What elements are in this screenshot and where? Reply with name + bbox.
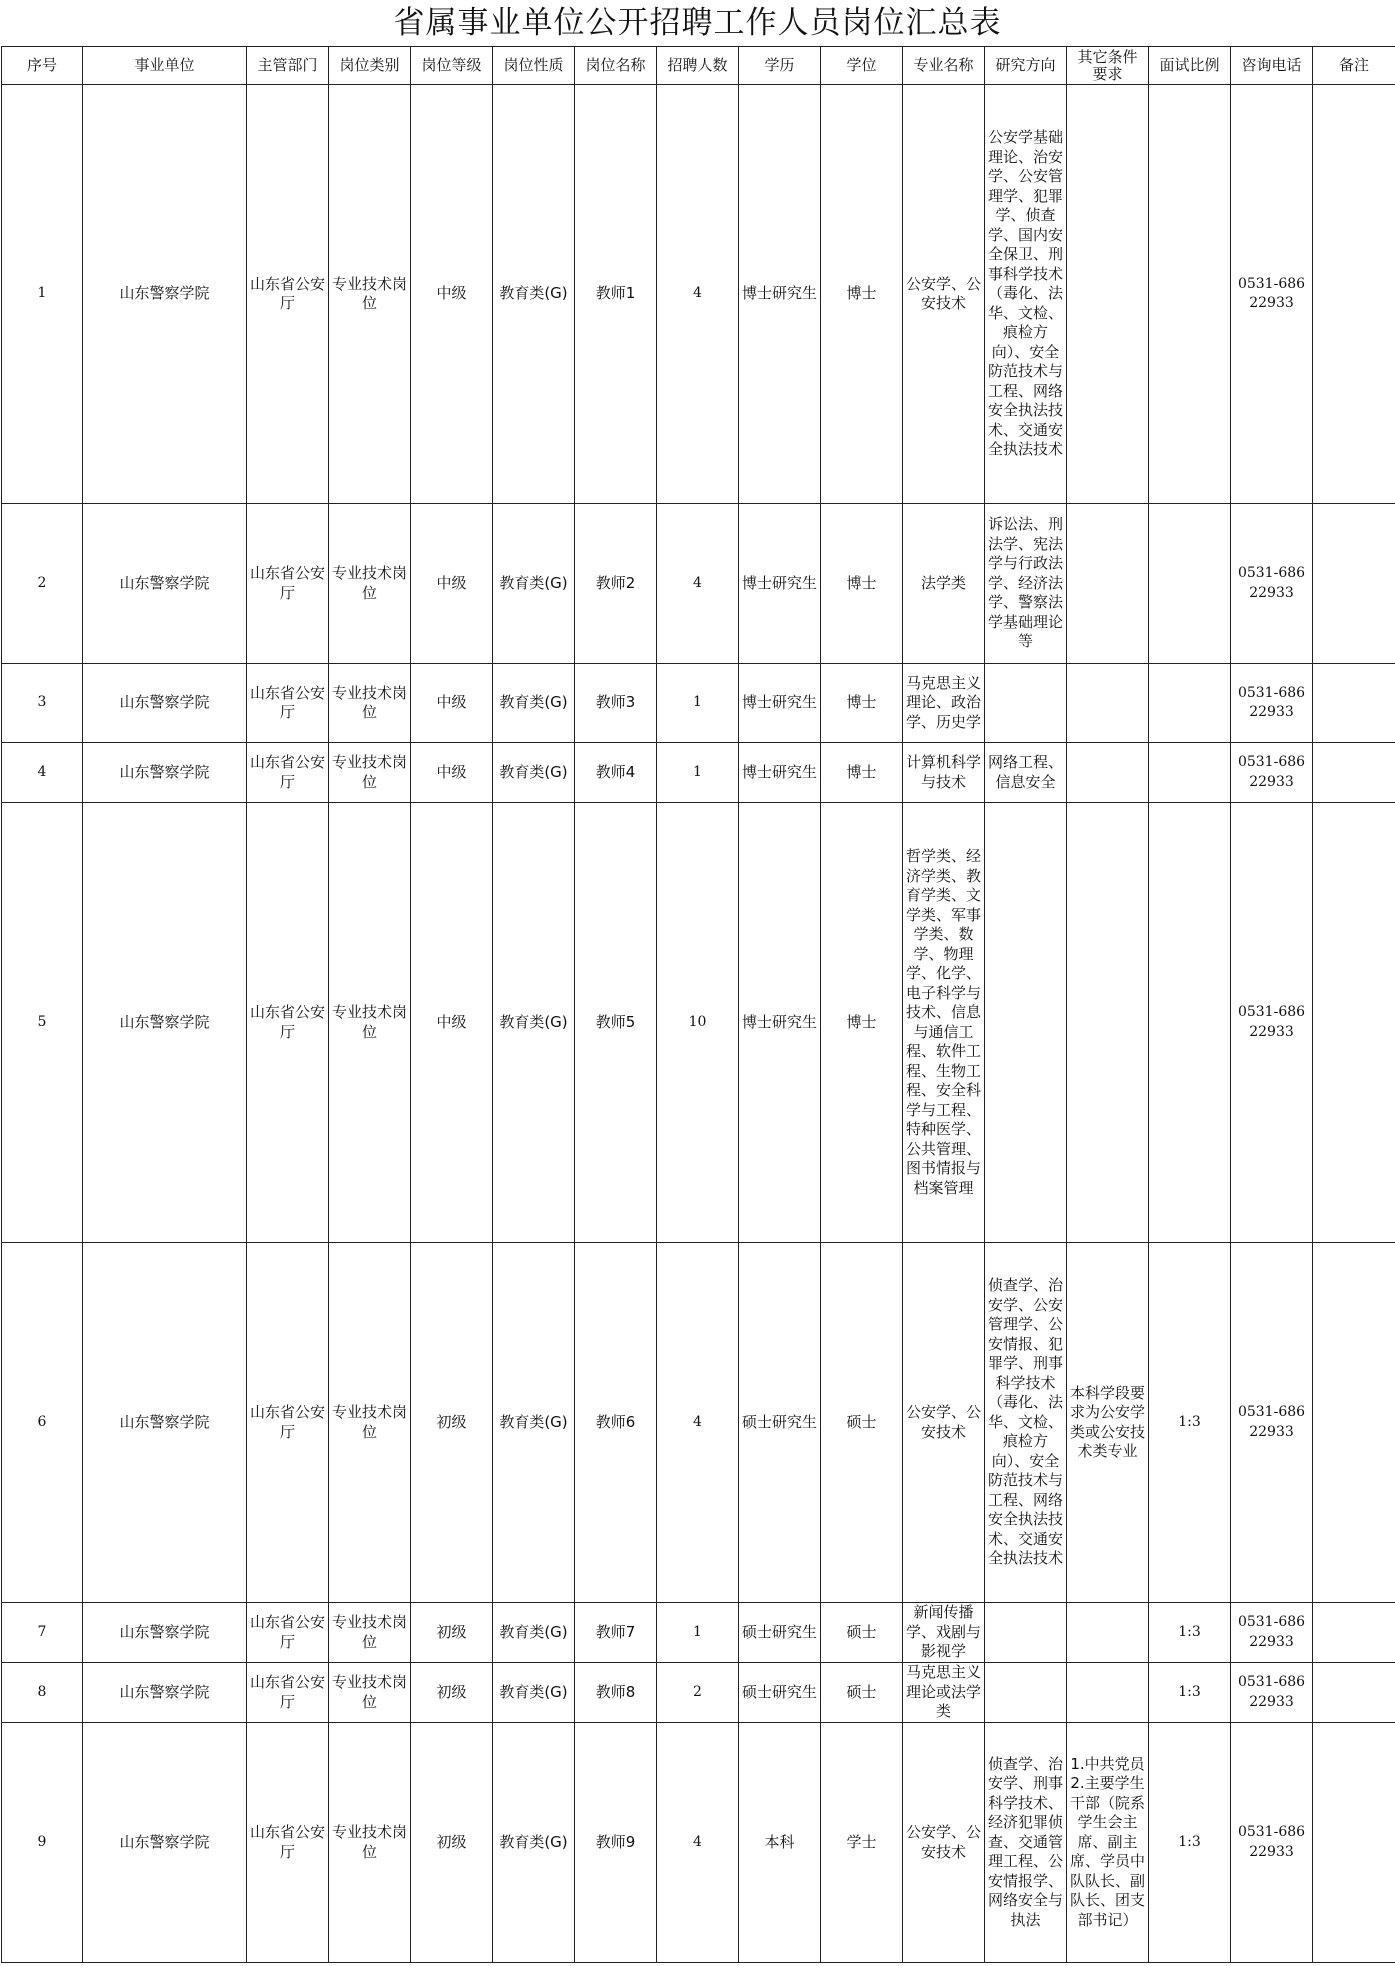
cell-major: 马克思主义理论或法学类 bbox=[903, 1663, 985, 1723]
cell-nature: 教育类(G) bbox=[493, 504, 575, 664]
cell-note bbox=[1313, 664, 1395, 743]
cell-major: 马克思主义理论、政治学、历史学 bbox=[903, 664, 985, 743]
cell-degree: 博士 bbox=[821, 504, 903, 664]
cell-edu: 硕士研究生 bbox=[739, 1243, 821, 1603]
cell-unit: 山东警察学院 bbox=[83, 743, 247, 803]
cell-nature: 教育类(G) bbox=[493, 1603, 575, 1663]
cell-ratio: 1:3 bbox=[1149, 1723, 1231, 1963]
cell-degree: 博士 bbox=[821, 85, 903, 504]
cell-other bbox=[1067, 664, 1149, 743]
cell-unit: 山东警察学院 bbox=[83, 85, 247, 504]
cell-unit: 山东警察学院 bbox=[83, 1603, 247, 1663]
cell-other bbox=[1067, 743, 1149, 803]
col-header: 岗位性质 bbox=[493, 47, 575, 85]
cell-level: 中级 bbox=[411, 85, 493, 504]
cell-dept: 山东省公安厅 bbox=[247, 1723, 329, 1963]
cell-phone: 0531-68622933 bbox=[1231, 1243, 1313, 1603]
cell-direction: 侦查学、治安学、公安管理学、公安情报、犯罪学、刑事科学技术（毒化、法华、文检、痕检方向）、安全防范技术与工程、网络安全执法技术、交通安全执法技术 bbox=[985, 1243, 1067, 1603]
cell-dept: 山东省公安厅 bbox=[247, 1603, 329, 1663]
cell-no: 5 bbox=[2, 803, 83, 1243]
col-header: 研究方向 bbox=[985, 47, 1067, 85]
cell-name: 教师4 bbox=[575, 743, 657, 803]
cell-type: 专业技术岗位 bbox=[329, 1243, 411, 1603]
cell-phone: 0531-68622933 bbox=[1231, 1723, 1313, 1963]
cell-dept: 山东省公安厅 bbox=[247, 803, 329, 1243]
cell-name: 教师6 bbox=[575, 1243, 657, 1603]
cell-phone: 0531-68622933 bbox=[1231, 743, 1313, 803]
header-row bbox=[2, 47, 1395, 85]
cell-count: 4 bbox=[657, 504, 739, 664]
cell-type: 专业技术岗位 bbox=[329, 1603, 411, 1663]
cell-ratio: 1:3 bbox=[1149, 1603, 1231, 1663]
table-row bbox=[2, 504, 1395, 664]
cell-major: 哲学类、经济学类、教育学类、文学类、军事学类、数学、物理学、化学、电子科学与技术、信息与通信工程、软件工程、生物工程、安全科学与工程、特种医学、公共管理、图书情报与档案管理 bbox=[903, 803, 985, 1243]
cell-name: 教师5 bbox=[575, 803, 657, 1243]
cell-ratio bbox=[1149, 504, 1231, 664]
cell-unit: 山东警察学院 bbox=[83, 1663, 247, 1723]
cell-unit: 山东警察学院 bbox=[83, 803, 247, 1243]
table-row bbox=[2, 1243, 1395, 1603]
col-header: 咨询电话 bbox=[1231, 47, 1313, 85]
cell-count: 1 bbox=[657, 743, 739, 803]
cell-name: 教师3 bbox=[575, 664, 657, 743]
cell-note bbox=[1313, 1723, 1395, 1963]
cell-nature: 教育类(G) bbox=[493, 743, 575, 803]
cell-name: 教师1 bbox=[575, 85, 657, 504]
cell-major: 公安学、公安技术 bbox=[903, 1243, 985, 1603]
cell-other: 1.中共党员 2.主要学生干部（院系学生会主席、副主席、学员中队队长、副队长、团支部书记） bbox=[1067, 1723, 1149, 1963]
cell-phone: 0531-68622933 bbox=[1231, 1663, 1313, 1723]
cell-degree: 学士 bbox=[821, 1723, 903, 1963]
table-row bbox=[2, 85, 1395, 504]
cell-dept: 山东省公安厅 bbox=[247, 504, 329, 664]
cell-direction: 诉讼法、刑法学、宪法学与行政法学、经济法学、警察法学基础理论等 bbox=[985, 504, 1067, 664]
page-title: 省属事业单位公开招聘工作人员岗位汇总表 bbox=[393, 5, 1002, 41]
col-header: 事业单位 bbox=[83, 47, 247, 85]
table-row bbox=[2, 1603, 1395, 1663]
table-row bbox=[2, 743, 1395, 803]
cell-count: 1 bbox=[657, 664, 739, 743]
cell-edu: 硕士研究生 bbox=[739, 1663, 821, 1723]
cell-direction bbox=[985, 1663, 1067, 1723]
col-header: 其它条件要求 bbox=[1067, 47, 1149, 85]
cell-direction bbox=[985, 803, 1067, 1243]
cell-name: 教师9 bbox=[575, 1723, 657, 1963]
cell-direction: 公安学基础理论、治安学、公安管理学、犯罪学、侦查学、国内安全保卫、刑事科学技术（毒化、法华、文检、痕检方向）、安全防范技术与工程、网络安全执法技术、交通安全执法技术 bbox=[985, 85, 1067, 504]
cell-note bbox=[1313, 1663, 1395, 1723]
cell-type: 专业技术岗位 bbox=[329, 1723, 411, 1963]
cell-major: 公安学、公安技术 bbox=[903, 1723, 985, 1963]
cell-ratio: 1:3 bbox=[1149, 1663, 1231, 1723]
cell-phone: 0531-68622933 bbox=[1231, 664, 1313, 743]
cell-count: 4 bbox=[657, 1723, 739, 1963]
cell-type: 专业技术岗位 bbox=[329, 85, 411, 504]
cell-type: 专业技术岗位 bbox=[329, 504, 411, 664]
cell-note bbox=[1313, 1603, 1395, 1663]
cell-other bbox=[1067, 1663, 1149, 1723]
cell-no: 3 bbox=[2, 664, 83, 743]
cell-dept: 山东省公安厅 bbox=[247, 1243, 329, 1603]
cell-note bbox=[1313, 743, 1395, 803]
cell-level: 初级 bbox=[411, 1603, 493, 1663]
col-header: 面试比例 bbox=[1149, 47, 1231, 85]
cell-ratio bbox=[1149, 664, 1231, 743]
cell-other bbox=[1067, 85, 1149, 504]
col-header: 学位 bbox=[821, 47, 903, 85]
cell-note bbox=[1313, 504, 1395, 664]
cell-dept: 山东省公安厅 bbox=[247, 664, 329, 743]
col-header: 岗位类别 bbox=[329, 47, 411, 85]
cell-count: 4 bbox=[657, 85, 739, 504]
cell-count: 10 bbox=[657, 803, 739, 1243]
cell-edu: 博士研究生 bbox=[739, 504, 821, 664]
cell-nature: 教育类(G) bbox=[493, 85, 575, 504]
cell-direction: 侦查学、治安学、刑事科学技术、经济犯罪侦查、交通管理工程、公安情报学、网络安全与执法 bbox=[985, 1723, 1067, 1963]
cell-unit: 山东警察学院 bbox=[83, 504, 247, 664]
cell-unit: 山东警察学院 bbox=[83, 664, 247, 743]
cell-no: 6 bbox=[2, 1243, 83, 1603]
cell-no: 1 bbox=[2, 85, 83, 504]
table-body bbox=[2, 85, 1395, 1963]
cell-phone: 0531-68622933 bbox=[1231, 85, 1313, 504]
cell-name: 教师8 bbox=[575, 1663, 657, 1723]
cell-nature: 教育类(G) bbox=[493, 803, 575, 1243]
col-header: 主管部门 bbox=[247, 47, 329, 85]
cell-other bbox=[1067, 1603, 1149, 1663]
cell-edu: 博士研究生 bbox=[739, 743, 821, 803]
cell-dept: 山东省公安厅 bbox=[247, 85, 329, 504]
cell-nature: 教育类(G) bbox=[493, 664, 575, 743]
cell-ratio bbox=[1149, 803, 1231, 1243]
cell-edu: 博士研究生 bbox=[739, 85, 821, 504]
cell-other: 本科学段要求为公安学类或公安技术类专业 bbox=[1067, 1243, 1149, 1603]
cell-name: 教师7 bbox=[575, 1603, 657, 1663]
cell-direction: 网络工程、信息安全 bbox=[985, 743, 1067, 803]
cell-edu: 博士研究生 bbox=[739, 803, 821, 1243]
cell-major: 法学类 bbox=[903, 504, 985, 664]
cell-no: 8 bbox=[2, 1663, 83, 1723]
cell-edu: 博士研究生 bbox=[739, 664, 821, 743]
cell-level: 中级 bbox=[411, 504, 493, 664]
cell-type: 专业技术岗位 bbox=[329, 743, 411, 803]
cell-type: 专业技术岗位 bbox=[329, 664, 411, 743]
cell-degree: 博士 bbox=[821, 803, 903, 1243]
col-header: 岗位名称 bbox=[575, 47, 657, 85]
cell-level: 初级 bbox=[411, 1243, 493, 1603]
cell-unit: 山东警察学院 bbox=[83, 1243, 247, 1603]
cell-edu: 本科 bbox=[739, 1723, 821, 1963]
cell-no: 4 bbox=[2, 743, 83, 803]
cell-level: 初级 bbox=[411, 1663, 493, 1723]
cell-nature: 教育类(G) bbox=[493, 1663, 575, 1723]
cell-nature: 教育类(G) bbox=[493, 1723, 575, 1963]
cell-major: 新闻传播学、戏剧与影视学 bbox=[903, 1603, 985, 1663]
cell-degree: 博士 bbox=[821, 664, 903, 743]
cell-phone: 0531-68622933 bbox=[1231, 803, 1313, 1243]
cell-dept: 山东省公安厅 bbox=[247, 743, 329, 803]
cell-nature: 教育类(G) bbox=[493, 1243, 575, 1603]
cell-other bbox=[1067, 803, 1149, 1243]
cell-type: 专业技术岗位 bbox=[329, 1663, 411, 1723]
table-row bbox=[2, 1663, 1395, 1723]
cell-direction bbox=[985, 1603, 1067, 1663]
cell-note bbox=[1313, 1243, 1395, 1603]
col-header: 专业名称 bbox=[903, 47, 985, 85]
cell-edu: 硕士研究生 bbox=[739, 1603, 821, 1663]
cell-ratio: 1:3 bbox=[1149, 1243, 1231, 1603]
cell-count: 1 bbox=[657, 1603, 739, 1663]
cell-unit: 山东警察学院 bbox=[83, 1723, 247, 1963]
cell-no: 9 bbox=[2, 1723, 83, 1963]
col-header: 岗位等级 bbox=[411, 47, 493, 85]
cell-no: 7 bbox=[2, 1603, 83, 1663]
cell-degree: 硕士 bbox=[821, 1243, 903, 1603]
col-header: 招聘人数 bbox=[657, 47, 739, 85]
table-row bbox=[2, 664, 1395, 743]
cell-level: 中级 bbox=[411, 743, 493, 803]
col-header: 序号 bbox=[2, 47, 83, 85]
cell-note bbox=[1313, 803, 1395, 1243]
cell-ratio bbox=[1149, 85, 1231, 504]
cell-dept: 山东省公安厅 bbox=[247, 1663, 329, 1723]
cell-major: 计算机科学与技术 bbox=[903, 743, 985, 803]
table-row bbox=[2, 1723, 1395, 1963]
cell-major: 公安学、公安技术 bbox=[903, 85, 985, 504]
cell-other bbox=[1067, 504, 1149, 664]
cell-direction bbox=[985, 664, 1067, 743]
cell-degree: 硕士 bbox=[821, 1663, 903, 1723]
col-header: 学历 bbox=[739, 47, 821, 85]
cell-name: 教师2 bbox=[575, 504, 657, 664]
cell-level: 初级 bbox=[411, 1723, 493, 1963]
positions-table bbox=[1, 46, 1395, 1963]
cell-count: 2 bbox=[657, 1663, 739, 1723]
cell-degree: 博士 bbox=[821, 743, 903, 803]
cell-level: 中级 bbox=[411, 803, 493, 1243]
cell-count: 4 bbox=[657, 1243, 739, 1603]
cell-no: 2 bbox=[2, 504, 83, 664]
cell-ratio bbox=[1149, 743, 1231, 803]
cell-note bbox=[1313, 85, 1395, 504]
cell-phone: 0531-68622933 bbox=[1231, 504, 1313, 664]
cell-level: 中级 bbox=[411, 664, 493, 743]
cell-degree: 硕士 bbox=[821, 1603, 903, 1663]
col-header: 备注 bbox=[1313, 47, 1395, 85]
table-row bbox=[2, 803, 1395, 1243]
cell-type: 专业技术岗位 bbox=[329, 803, 411, 1243]
cell-phone: 0531-68622933 bbox=[1231, 1603, 1313, 1663]
